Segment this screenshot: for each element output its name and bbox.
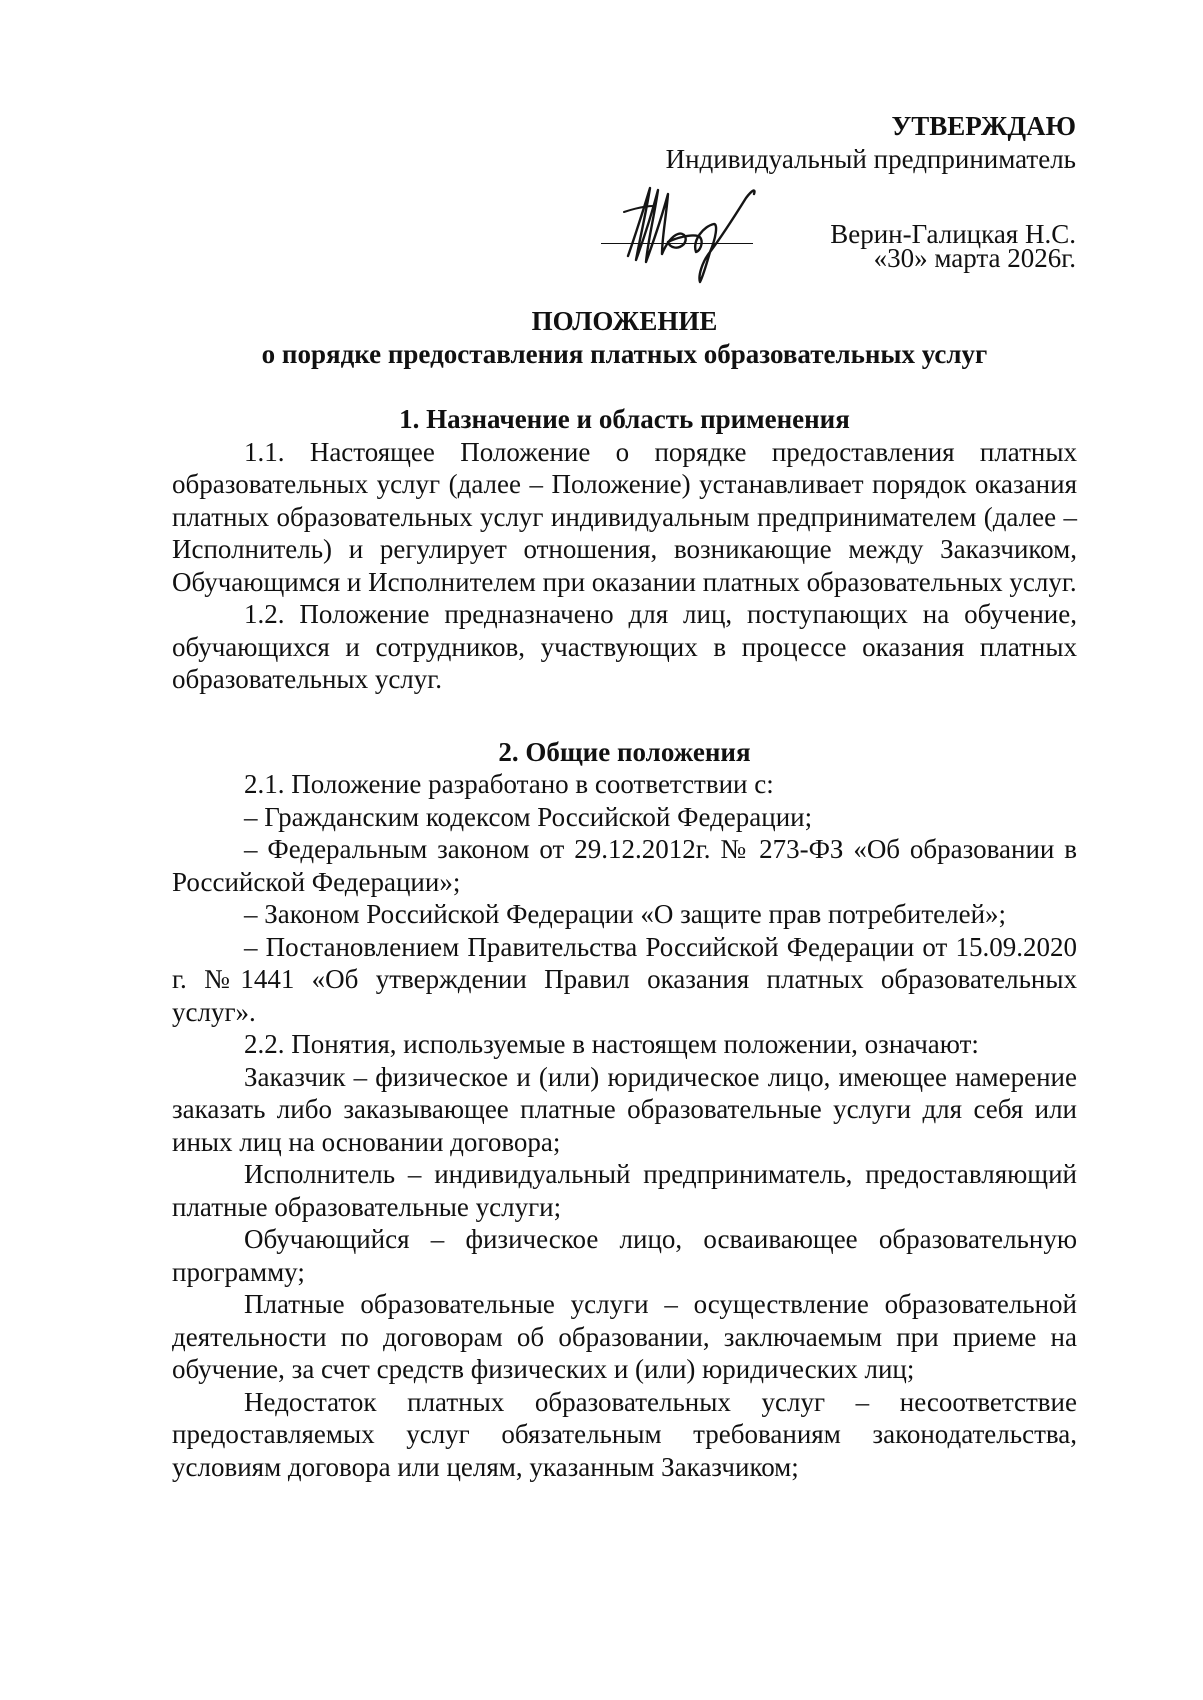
- definition-customer: Заказчик – физическое и (или) юридическое лицо, имеющее намерение заказать либо заказывающее платные образовательные услуги для себя или иных лиц на основании договора;: [172, 1061, 1077, 1157]
- approval-block: [556, 110, 1076, 275]
- handwritten-signature: [606, 178, 776, 288]
- document-title: ПОЛОЖЕНИЕ: [531, 306, 718, 336]
- document-body: [172, 305, 1077, 1483]
- paragraph-2-1: 2.1. Положение разработано в соответствии с:: [244, 769, 774, 799]
- list-item: – Федеральным законом от 29.12.2012г. № 273-ФЗ «Об образовании в Российской Федерации»;: [172, 834, 1077, 897]
- definition-student: Обучающийся – физическое лицо, осваивающее образовательную программу;: [172, 1224, 1077, 1287]
- paragraph-2-2: 2.2. Понятия, используемые в настоящем положении, означают:: [244, 1029, 979, 1059]
- approver-position: Индивидуальный предприниматель: [665, 143, 1076, 174]
- paragraph-1-1: 1.1. Настоящее Положение о порядке предоставления платных образовательных услуг (далее – Положение) устанавливает порядок оказания платных образовательных услуг индивидуальным предпринимателем (далее – Исполнитель) и регулирует отношения, возникающие между Заказчиком, Обучающимся и Исполнителем при оказании платных образовательных услуг.: [172, 436, 1077, 597]
- approver-name: Верин-Галицкая Н.С.: [830, 218, 1076, 249]
- section-2-heading: 2. Общие положения: [498, 736, 751, 767]
- definition-contractor: Исполнитель – индивидуальный предприниматель, предоставляющий платные образовательные услуги;: [172, 1159, 1077, 1222]
- section-1-heading: 1. Назначение и область применения: [399, 404, 850, 434]
- definition-service-defect: Недостаток платных образовательных услуг – несоответствие предоставляемых услуг обязательным требованиям законодательства, условиям договора или целям, указанным Заказчиком;: [172, 1386, 1077, 1482]
- document-subtitle: о порядке предоставления платных образовательных услуг: [261, 338, 988, 369]
- list-item: – Законом Российской Федерации «О защите прав потребителей»;: [244, 899, 1007, 929]
- approval-date: «30» марта 2026г.: [873, 243, 1076, 273]
- signature-row: [556, 206, 1076, 250]
- approval-title: УТВЕРЖДАЮ: [891, 111, 1076, 141]
- definition-paid-services: Платные образовательные услуги – осуществление образовательной деятельности по договорам об образовании, заключаемым при приеме на обучение, за счет средств физических и (или) юридических лиц;: [172, 1289, 1077, 1384]
- paragraph-1-2: 1.2. Положение предназначено для лиц, поступающих на обучение, обучающихся и сотрудников, участвующих в процессе оказания платных образовательных услуг.: [172, 599, 1077, 694]
- list-item: – Постановлением Правительства Российской Федерации от 15.09.2020 г. №1441 «Об утверждении Правил оказания платных образовательных услуг».: [172, 931, 1077, 1027]
- list-item: – Гражданским кодексом Российской Федерации;: [244, 801, 813, 832]
